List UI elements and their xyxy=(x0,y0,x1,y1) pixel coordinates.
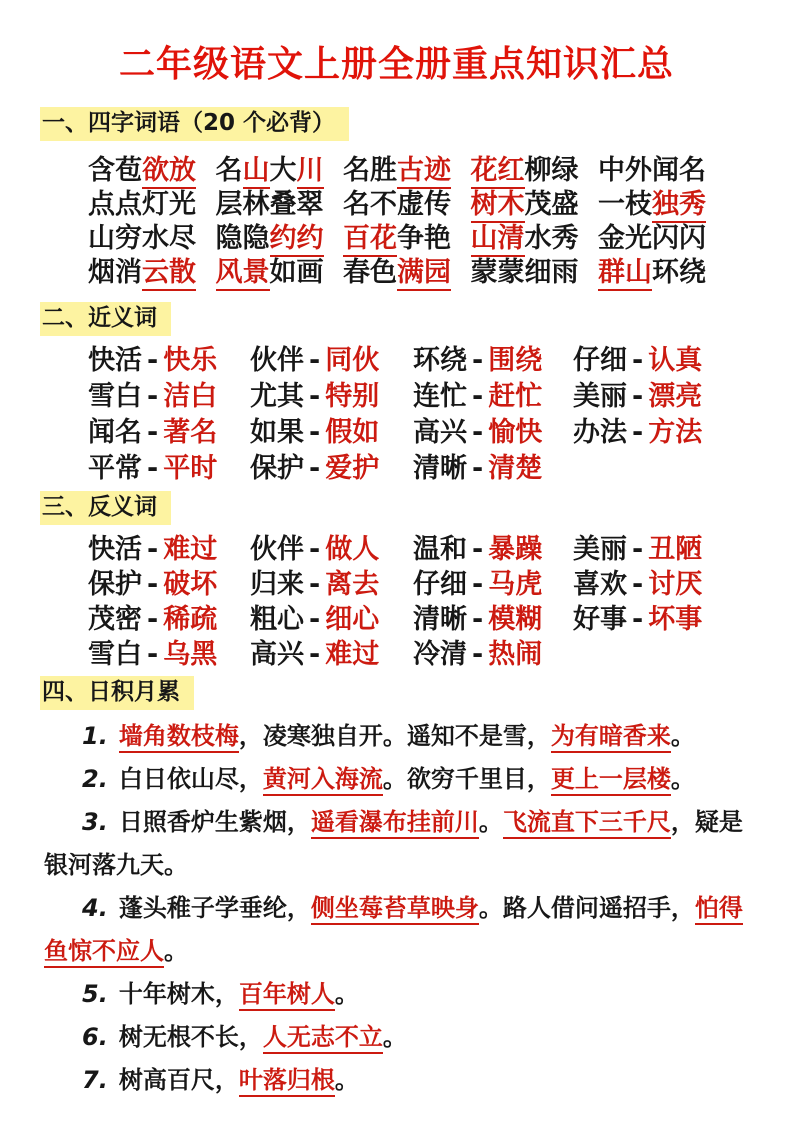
word-pair xyxy=(250,602,413,637)
word-segment-red: 古迹 xyxy=(397,155,451,189)
pair-right-red: 模糊 xyxy=(488,604,543,635)
section-heading-row xyxy=(44,491,749,525)
word-segment-red: 树木 xyxy=(471,189,525,223)
item-segment: 十年树木， xyxy=(118,980,239,1008)
item-segment-red: 墙角数枝梅 xyxy=(119,722,239,753)
pair-right-red: 马虎 xyxy=(488,569,543,600)
pair-dash: - xyxy=(632,417,644,448)
word-segment-red: 云散 xyxy=(142,257,196,291)
word-segment: 环绕 xyxy=(652,257,706,288)
pair-row xyxy=(88,379,749,415)
page-title: 二年级语文上册全册重点知识汇总 xyxy=(118,44,674,85)
pair-left: 温和 xyxy=(413,534,467,565)
pair-dash: - xyxy=(147,345,159,376)
word-segment-red: 独秀 xyxy=(652,189,706,223)
item-segment: 树高百尺， xyxy=(118,1066,239,1094)
pair-right-red: 热闹 xyxy=(488,639,543,670)
word-segment: 金光闪闪 xyxy=(598,223,706,254)
pair-left: 连忙 xyxy=(413,381,467,412)
pair-row xyxy=(88,567,749,602)
section-accumulation xyxy=(44,676,749,1102)
pair-dash: - xyxy=(147,604,159,635)
section-heading-row xyxy=(44,302,749,336)
item-segment-red: 为有暗香来 xyxy=(551,722,671,753)
word-segment-red: 欲放 xyxy=(142,155,196,189)
pair-dash: - xyxy=(472,534,484,565)
pair-right-red: 著名 xyxy=(163,417,218,448)
pair-right-red: 平时 xyxy=(163,453,218,484)
pair-left: 美丽 xyxy=(573,381,627,412)
pair-right-red: 难过 xyxy=(325,639,380,670)
word-pair xyxy=(250,379,413,415)
list-item xyxy=(44,973,749,1016)
pair-dash: - xyxy=(472,345,484,376)
list-item xyxy=(44,887,749,973)
word-pair xyxy=(88,379,250,415)
word-segment: 隐隐 xyxy=(215,223,270,254)
word-segment: 大 xyxy=(269,155,297,186)
section-heading-row xyxy=(44,676,749,710)
pair-dash: - xyxy=(309,569,321,600)
word-pair xyxy=(88,451,250,487)
pair-dash: - xyxy=(472,381,484,412)
item-segment: 蓬头稚子学垂纶， xyxy=(118,894,311,922)
word-segment: 一枝 xyxy=(598,189,652,220)
item-number: 2. xyxy=(82,765,108,793)
word-segment-red: 山 xyxy=(243,155,270,189)
word xyxy=(88,188,196,222)
word xyxy=(216,222,324,256)
word xyxy=(471,256,579,290)
word xyxy=(471,222,579,256)
item-number: 7. xyxy=(82,1066,108,1094)
pair-left: 保护 xyxy=(88,569,142,600)
pair-right-red: 特别 xyxy=(325,381,380,412)
word-segment: 名胜 xyxy=(343,155,397,186)
pair-right-red: 难过 xyxy=(163,534,218,565)
item-segment-red: 遥看瀑布挂前川 xyxy=(311,808,479,839)
pair-left: 清晰 xyxy=(413,604,467,635)
word-pair xyxy=(88,637,250,672)
item-segment: 。 xyxy=(164,937,188,965)
pair-dash: - xyxy=(632,381,644,412)
list-item xyxy=(44,715,749,758)
item-segment: 。 xyxy=(382,1023,407,1051)
pair-right-red: 清楚 xyxy=(488,453,543,484)
word-pair xyxy=(413,343,573,379)
pair-row xyxy=(88,602,749,637)
item-segment: 日照香炉生紫烟， xyxy=(118,808,311,836)
item-segment: ，凌寒独自开。遥知不是雪， xyxy=(238,722,551,750)
word-pair xyxy=(413,637,573,672)
word-segment: 春色 xyxy=(343,257,397,288)
pair-row xyxy=(88,637,749,672)
word-pair xyxy=(88,602,250,637)
word-pair xyxy=(250,532,413,567)
word-pair xyxy=(573,343,749,379)
word xyxy=(216,256,324,290)
word-segment: 柳绿 xyxy=(524,155,579,186)
word-segment-red: 花红 xyxy=(471,155,525,189)
word-pair xyxy=(88,415,250,451)
pair-dash: - xyxy=(309,417,321,448)
word-pair xyxy=(250,415,413,451)
word-segment-red: 山清 xyxy=(471,223,525,257)
word-segment: 名 xyxy=(215,155,243,186)
item-segment: 。 xyxy=(334,1066,359,1094)
pair-left: 好事 xyxy=(573,604,627,635)
pair-dash: - xyxy=(472,453,484,484)
pair-left: 粗心 xyxy=(250,604,304,635)
word-pair xyxy=(250,451,413,487)
word-segment: 山穷水尽 xyxy=(88,223,196,254)
pair-left: 环绕 xyxy=(413,345,467,376)
section-heading: 四、日积月累 xyxy=(40,676,194,710)
item-segment: 。 xyxy=(670,765,695,793)
pair-dash: - xyxy=(147,417,159,448)
word-row xyxy=(88,154,706,188)
word-segment-red: 约约 xyxy=(270,223,324,257)
word-pair xyxy=(250,637,413,672)
item-segment: ，疑是银河落九天。 xyxy=(44,808,743,879)
word-pair xyxy=(413,602,573,637)
word xyxy=(598,256,706,290)
pair-left: 快活 xyxy=(88,345,142,376)
section-heading-row xyxy=(44,107,749,141)
word-pair xyxy=(573,532,749,567)
word-pair xyxy=(573,415,749,451)
pair-dash: - xyxy=(472,639,484,670)
pair-dash: - xyxy=(309,453,321,484)
pair-right-red: 坏事 xyxy=(648,604,703,635)
pair-left: 雪白 xyxy=(88,381,142,412)
pair-right-red: 爱护 xyxy=(325,453,380,484)
section-heading: 二、近义词 xyxy=(40,302,171,336)
word-segment: 蒙蒙细雨 xyxy=(470,257,579,288)
document-body xyxy=(44,107,749,1102)
word xyxy=(343,256,451,290)
word-pair xyxy=(573,602,749,637)
word-segment: 茂盛 xyxy=(524,189,579,220)
word-row xyxy=(88,222,706,256)
pair-right-red: 洁白 xyxy=(163,381,218,412)
item-segment: 树无根不长， xyxy=(118,1023,263,1051)
word-segment: 名不虚传 xyxy=(343,189,451,220)
pair-right-red: 快乐 xyxy=(163,345,218,376)
word-segment-red: 百花 xyxy=(343,223,397,257)
word-segment-red: 川 xyxy=(297,155,324,189)
word-segment-red: 满园 xyxy=(397,257,451,291)
pair-dash: - xyxy=(472,604,484,635)
word-pair xyxy=(413,451,573,487)
pair-left: 美丽 xyxy=(573,534,627,565)
list-item xyxy=(44,758,749,801)
item-segment-red: 人无志不立 xyxy=(263,1023,383,1054)
pair-left: 雪白 xyxy=(88,639,142,670)
item-number: 6. xyxy=(82,1023,108,1051)
list-item xyxy=(44,1059,749,1102)
pair-dash: - xyxy=(632,569,644,600)
list-item xyxy=(44,801,749,887)
item-segment-red: 怕得鱼惊不应人 xyxy=(44,894,743,968)
pair-dash: - xyxy=(147,381,159,412)
item-segment: 。 xyxy=(478,808,503,836)
pair-left: 尤其 xyxy=(250,381,304,412)
word xyxy=(88,222,196,256)
item-segment-red: 百年树人 xyxy=(239,980,335,1011)
pair-dash: - xyxy=(632,345,644,376)
pair-left: 清晰 xyxy=(413,453,467,484)
word xyxy=(216,154,324,188)
pair-dash: - xyxy=(632,604,644,635)
pair-right-red: 愉快 xyxy=(488,417,543,448)
word-pair xyxy=(413,532,573,567)
pair-left: 办法 xyxy=(573,417,627,448)
word-pair xyxy=(413,379,573,415)
pair-right-red: 同伙 xyxy=(325,345,380,376)
pair-right-red: 乌黑 xyxy=(163,639,218,670)
word xyxy=(598,154,706,188)
pair-dash: - xyxy=(147,534,159,565)
pair-dash: - xyxy=(472,569,484,600)
word-segment: 层林叠翠 xyxy=(215,189,324,220)
item-segment-red: 叶落归根 xyxy=(239,1066,335,1097)
pair-right-red: 认真 xyxy=(648,345,703,376)
word-segment: 含苞 xyxy=(88,155,142,186)
word-pair xyxy=(413,415,573,451)
item-segment: 。路人借问遥招手， xyxy=(478,894,695,922)
item-segment: 。 xyxy=(670,722,695,750)
pair-right-red: 丑陋 xyxy=(648,534,703,565)
pair-right-red: 暴躁 xyxy=(488,534,543,565)
item-segment-red: 飞流直下三千尺 xyxy=(503,808,671,839)
section-heading: 三、反义词 xyxy=(40,491,171,525)
pair-left: 平常 xyxy=(88,453,142,484)
word-segment: 点点灯光 xyxy=(88,189,196,220)
word xyxy=(216,188,324,222)
item-segment: 。欲穷千里目， xyxy=(382,765,551,793)
pair-left: 归来 xyxy=(250,569,304,600)
word-segment: 水秀 xyxy=(524,223,579,254)
pair-dash: - xyxy=(147,453,159,484)
pair-left: 伙伴 xyxy=(250,534,304,565)
pair-grid xyxy=(88,343,749,487)
word-segment: 如画 xyxy=(269,257,324,288)
item-segment: 白日依山尽， xyxy=(118,765,263,793)
item-number: 4. xyxy=(82,894,108,922)
word xyxy=(471,188,579,222)
pair-left: 仔细 xyxy=(573,345,627,376)
pair-left: 闻名 xyxy=(88,417,142,448)
pair-dash: - xyxy=(309,381,321,412)
pair-left: 保护 xyxy=(250,453,304,484)
word-segment-red: 风景 xyxy=(216,257,270,291)
pair-left: 高兴 xyxy=(413,417,467,448)
pair-dash: - xyxy=(147,639,159,670)
pair-left: 仔细 xyxy=(413,569,467,600)
word xyxy=(343,222,451,256)
word-grid xyxy=(88,154,706,290)
item-segment-red: 更上一层楼 xyxy=(551,765,671,796)
pair-dash: - xyxy=(309,534,321,565)
pair-right-red: 赶忙 xyxy=(488,381,543,412)
pair-left: 快活 xyxy=(88,534,142,565)
pair-right-red: 离去 xyxy=(325,569,380,600)
item-number: 3. xyxy=(82,808,108,836)
word-pair xyxy=(413,567,573,602)
pair-dash: - xyxy=(147,569,159,600)
word-segment: 争艳 xyxy=(397,223,451,254)
word xyxy=(88,154,196,188)
word xyxy=(88,256,196,290)
pair-dash: - xyxy=(472,417,484,448)
pair-right-red: 围绕 xyxy=(488,345,543,376)
item-segment-red: 黄河入海流 xyxy=(263,765,383,796)
word-row xyxy=(88,188,706,222)
pair-right-red: 细心 xyxy=(325,604,380,635)
section-heading: 一、四字词语（20 个必背） xyxy=(40,107,349,141)
word-segment-red: 群山 xyxy=(598,257,652,291)
pair-left: 喜欢 xyxy=(573,569,627,600)
word-pair xyxy=(573,379,749,415)
word-pair xyxy=(88,532,250,567)
pair-left: 冷清 xyxy=(413,639,467,670)
word-pair xyxy=(250,567,413,602)
pair-dash: - xyxy=(309,604,321,635)
pair-row xyxy=(88,532,749,567)
pair-grid xyxy=(88,532,749,672)
word xyxy=(598,222,706,256)
pair-dash: - xyxy=(632,534,644,565)
pair-row xyxy=(88,415,749,451)
pair-right-red: 稀疏 xyxy=(163,604,218,635)
pair-row xyxy=(88,451,749,487)
pair-left: 如果 xyxy=(250,417,304,448)
list-item xyxy=(44,1016,749,1059)
pair-right-red: 破坏 xyxy=(163,569,218,600)
pair-right-red: 做人 xyxy=(325,534,380,565)
word-pair xyxy=(88,567,250,602)
section-four-char-words xyxy=(44,107,749,290)
section-antonyms xyxy=(44,491,749,672)
word-pair xyxy=(573,567,749,602)
word xyxy=(471,154,579,188)
pair-dash: - xyxy=(309,639,321,670)
pair-right-red: 讨厌 xyxy=(648,569,703,600)
word-segment: 烟消 xyxy=(88,257,142,288)
item-segment: 。 xyxy=(334,980,359,1008)
word xyxy=(343,188,451,222)
pair-left: 高兴 xyxy=(250,639,304,670)
pair-right-red: 方法 xyxy=(648,417,703,448)
section-synonyms xyxy=(44,302,749,487)
pair-left: 伙伴 xyxy=(250,345,304,376)
numbered-list xyxy=(44,715,749,1102)
word xyxy=(598,188,706,222)
word-pair xyxy=(250,343,413,379)
pair-dash: - xyxy=(309,345,321,376)
word-pair xyxy=(88,343,250,379)
word-segment: 中外闻名 xyxy=(598,155,706,186)
pair-left: 茂密 xyxy=(88,604,142,635)
pair-right-red: 假如 xyxy=(325,417,380,448)
word-row xyxy=(88,256,706,290)
pair-right-red: 漂亮 xyxy=(648,381,703,412)
pair-row xyxy=(88,343,749,379)
item-number: 1. xyxy=(82,722,108,750)
word xyxy=(343,154,451,188)
item-number: 5. xyxy=(82,980,108,1008)
item-segment-red: 侧坐莓苔草映身 xyxy=(311,894,479,925)
